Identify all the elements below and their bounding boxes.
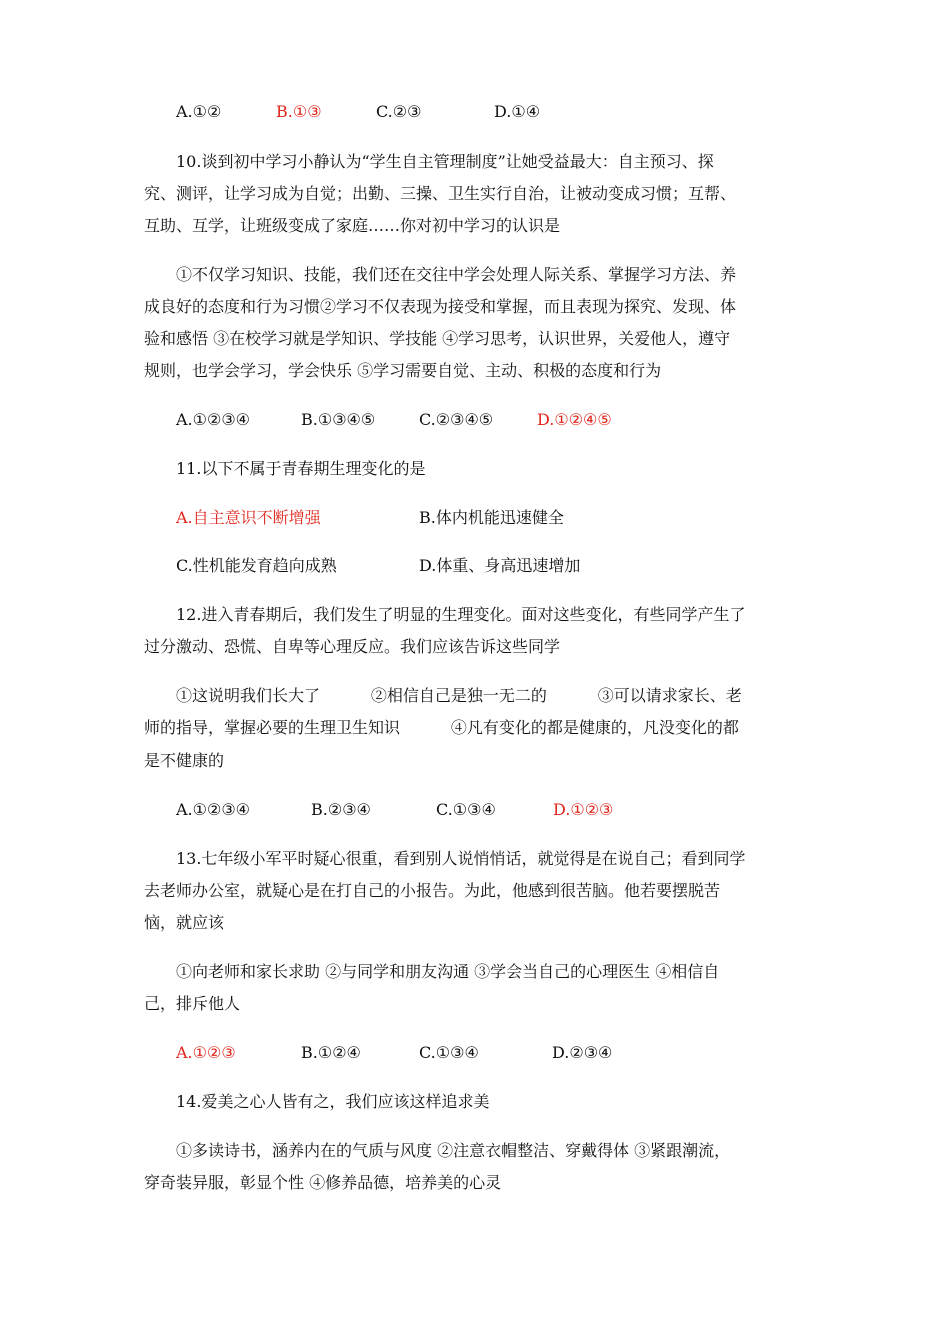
q9-option-d: D.①④: [494, 102, 541, 121]
q12-option-c: C.①③④: [436, 800, 496, 819]
q13-stem-line: 去老师办公室，就疑心是在打自己的小报告。为此，他感到很苦脑。他若要摆脱苦: [144, 881, 721, 900]
q13-option-b: B.①②④: [301, 1043, 361, 1062]
q9-option-a: A.①②: [176, 102, 222, 121]
q14-stem: 14.爱美之心人皆有之，我们应该这样追求美: [176, 1092, 490, 1111]
q13-option-c: C.①③④: [419, 1043, 479, 1062]
q12-statement-line: ①这说明我们长大了 ②相信自己是独一无二的 ③可以请求家长、老: [176, 686, 742, 705]
q12-option-b: B.②③④: [311, 800, 371, 819]
q10-option-c: C.②③④⑤: [419, 410, 494, 429]
q10-statement-line: ①不仅学习知识、技能，我们还在交往中学会处理人际关系、掌握学习方法、养: [176, 265, 737, 284]
q14-statement-line: 穿奇装异服，彰显个性 ④修养品德，培养美的心灵: [144, 1173, 502, 1192]
q13-statement-line: 己，排斥他人: [144, 994, 241, 1013]
q9-option-b-answer: B.①③: [276, 102, 322, 121]
q12-stem-line: 12.进入青春期后，我们发生了明显的生理变化。面对这些变化，有些同学产生了: [176, 605, 746, 624]
q14-statement-line: ①多读诗书，涵养内在的气质与风度 ②注意衣帽整洁、穿戴得体 ③紧跟潮流，: [176, 1141, 731, 1160]
q10-stem-line: 10.谈到初中学习小静认为“学生自主管理制度”让她受益最大：自主预习、探: [176, 152, 714, 171]
q11-option-d: D.体重、身高迅速增加: [419, 556, 581, 575]
q12-statement-line: 师的指导，掌握必要的生理卫生知识 ④凡有变化的都是健康的，凡没变化的都: [144, 718, 739, 737]
q10-option-a: A.①②③④: [176, 410, 251, 429]
q10-statement-line: 规则，也学会学习，学会快乐 ⑤学习需要自觉、主动、积极的态度和行为: [144, 361, 662, 380]
q12-option-a: A.①②③④: [176, 800, 251, 819]
q10-option-d-answer: D.①②④⑤: [537, 410, 612, 429]
q12-stem-line: 过分激动、恐慌、自卑等心理反应。我们应该告诉这些同学: [144, 637, 561, 656]
q10-option-b: B.①③④⑤: [301, 410, 376, 429]
q10-statement-line: 验和感悟 ③在校学习就是学知识、学技能 ④学习思考，认识世界，关爱他人，遵守: [144, 329, 731, 348]
q11-option-a-answer: A.自主意识不断增强: [176, 508, 321, 527]
q9-option-c: C.②③: [376, 102, 422, 121]
q10-stem-line: 究、测评，让学习成为自觉；出勤、三操、卫生实行自治，让被动变成习惯；互帮、: [144, 184, 737, 203]
q11-option-c: C.性机能发育趋向成熟: [176, 556, 337, 575]
q13-option-a-answer: A.①②③: [176, 1043, 236, 1062]
q12-statement-line: 是不健康的: [144, 751, 225, 770]
q11-stem: 11.以下不属于青春期生理变化的是: [176, 459, 426, 478]
q12-option-d-answer: D.①②③: [553, 800, 614, 819]
q13-stem-line: 恼，就应该: [144, 913, 225, 932]
q13-statement-line: ①向老师和家长求助 ②与同学和朋友沟通 ③学会当自己的心理医生 ④相信自: [176, 962, 720, 981]
q10-stem-line: 互助、互学，让班级变成了家庭……你对初中学习的认识是: [144, 216, 561, 235]
q13-stem-line: 13.七年级小军平时疑心很重，看到别人说悄悄话，就觉得是在说自己；看到同学: [176, 849, 746, 868]
q11-option-b: B.体内机能迅速健全: [419, 508, 564, 527]
q10-statement-line: 成良好的态度和行为习惯②学习不仅表现为接受和掌握，而且表现为探究、发现、体: [144, 297, 737, 316]
q13-option-d: D.②③④: [552, 1043, 613, 1062]
